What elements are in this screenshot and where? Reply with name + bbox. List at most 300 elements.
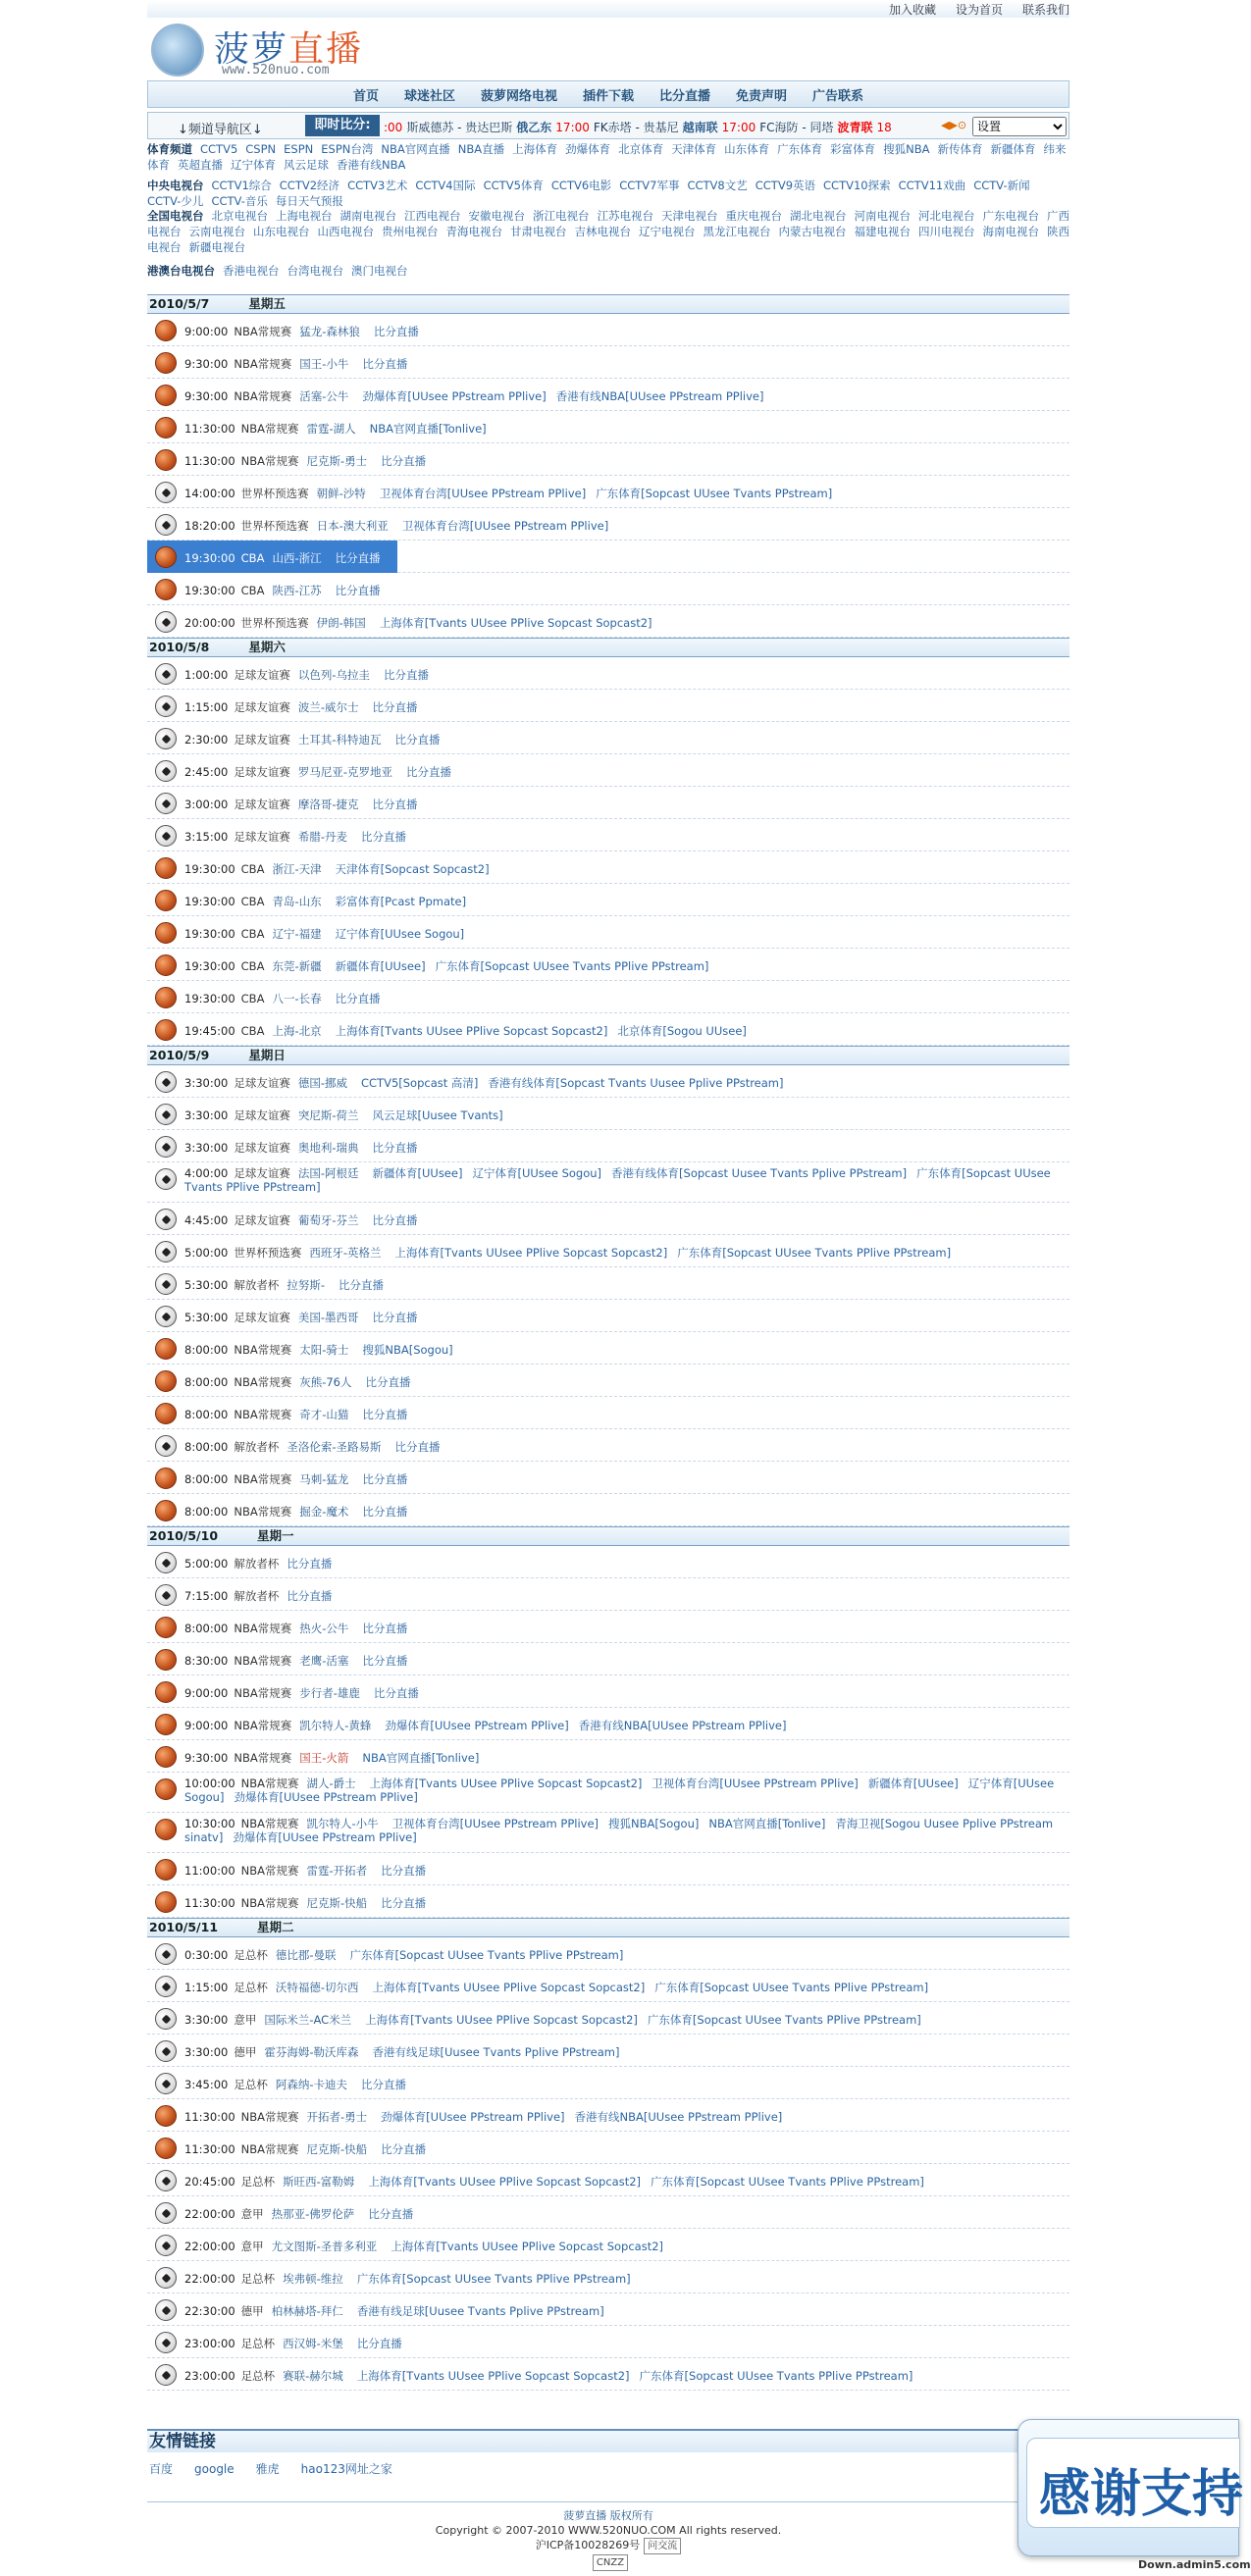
- channel-link[interactable]: 台湾电视台: [287, 264, 343, 278]
- stream-link[interactable]: 比分直播: [362, 1622, 408, 1635]
- basketball-icon: [155, 1500, 177, 1521]
- row-text: [184, 1472, 1066, 1486]
- nav-item[interactable]: 菠萝网络电视: [480, 88, 557, 104]
- stream-link[interactable]: 比分直播: [362, 1505, 408, 1519]
- match-name[interactable]: 山西-浙江: [272, 551, 322, 565]
- channel-link[interactable]: 浙江电视台: [533, 209, 590, 223]
- match-name[interactable]: 沃特福德-切尔西: [275, 1981, 359, 1994]
- channel-link[interactable]: 香港电视台: [223, 264, 280, 278]
- stream-link[interactable]: 比分直播: [335, 992, 381, 1005]
- match-name[interactable]: 开拓者-勇士: [306, 2110, 368, 2124]
- channel-link[interactable]: ESPN台湾: [321, 142, 374, 156]
- match-name[interactable]: 圣洛伦索-圣路易斯: [287, 1440, 382, 1454]
- channel-link[interactable]: 吉林电视台: [574, 225, 631, 238]
- schedule-row: [147, 1365, 1069, 1397]
- footer-icp[interactable]: 沪ICP备10028269号: [535, 2539, 641, 2551]
- stream-link[interactable]: 比分直播: [373, 1686, 419, 1700]
- schedule-row: [147, 2132, 1069, 2164]
- channel-link[interactable]: 河南电视台: [854, 209, 911, 223]
- stream-link[interactable]: 卫视体育台湾[UUsee PPstream PPlive]: [379, 487, 587, 500]
- match-name[interactable]: 凯尔特人-黄蜂: [299, 1719, 372, 1732]
- stream-link[interactable]: 广东体育[Sopcast UUsee Tvants PPlive PPstream]: [647, 2013, 921, 2027]
- match-name[interactable]: 浙江-天津: [272, 862, 322, 876]
- stream-link[interactable]: 香港有线体育[Sopcast Tvants Uusee Pplive PPstream]: [488, 1076, 784, 1090]
- channel-link[interactable]: 劲爆体育: [565, 142, 611, 156]
- friend-link[interactable]: hao123网址之家: [300, 2462, 392, 2476]
- match-name[interactable]: 国王-小牛: [299, 357, 349, 371]
- schedule-row: [147, 787, 1069, 819]
- channel-link[interactable]: 甘肃电视台: [510, 225, 567, 238]
- match-name[interactable]: 太阳-骑士: [299, 1343, 349, 1357]
- stream-link[interactable]: 比分直播: [372, 1311, 418, 1324]
- channel-link[interactable]: 搜狐NBA: [883, 142, 930, 156]
- ticker-time: 18: [876, 121, 892, 134]
- channel-link[interactable]: 广西电视台: [147, 209, 1069, 238]
- stream-link[interactable]: 广东体育[Sopcast UUsee Tvants PPstream]: [596, 487, 833, 500]
- channel-group-title[interactable]: 中央电视台: [147, 179, 204, 192]
- match-name[interactable]: 国王-火箭: [299, 1751, 349, 1765]
- stream-link[interactable]: 广东体育[Sopcast UUsee Tvants PPlive PPstream]: [349, 1948, 624, 1962]
- stream-link[interactable]: 广东体育[Sopcast UUsee Tvants PPlive PPstream]: [356, 2272, 631, 2286]
- schedule-row: [147, 605, 1069, 638]
- stream-link[interactable]: 香港有线足球[Uusee Tvants Pplive PPstream]: [372, 2045, 620, 2059]
- soccer-ball-icon: [155, 1584, 177, 1606]
- league-name: 足球友谊赛: [234, 1141, 290, 1155]
- channel-link[interactable]: CCTV-新闻: [973, 179, 1030, 192]
- basketball-icon: [155, 1649, 177, 1671]
- watermark: Down.admin5.com: [1138, 2558, 1251, 2571]
- league-name: CBA: [240, 927, 265, 941]
- channel-nav-label: ↓频道导航区↓: [178, 123, 263, 137]
- stream-link[interactable]: 上海体育[Tvants UUsee PPlive Sopcast Sopcast2]: [335, 1024, 608, 1038]
- nav-item[interactable]: 广告联系: [812, 88, 864, 104]
- friend-link[interactable]: 雅虎: [255, 2462, 280, 2476]
- match-name[interactable]: 八一-长春: [272, 992, 322, 1005]
- match-name[interactable]: 赛联-赫尔城: [283, 2369, 343, 2383]
- stream-link[interactable]: 青海卫视[Sogou Uusee Pplive PPstream sinatv]: [184, 1817, 1054, 1844]
- match-time: 3:30:00: [184, 1141, 229, 1155]
- league-name: NBA常规赛: [234, 357, 292, 371]
- match-name[interactable]: 德国-挪威: [297, 1076, 347, 1090]
- match-name[interactable]: 奇才-山猫: [299, 1408, 349, 1421]
- channel-link[interactable]: 安徽电视台: [468, 209, 525, 223]
- channel-group: [147, 141, 1069, 173]
- channel-link[interactable]: 内蒙古电视台: [778, 225, 847, 238]
- channel-link[interactable]: 贵州电视台: [382, 225, 439, 238]
- league-name: 足球友谊赛: [234, 1076, 290, 1090]
- stream-link[interactable]: 比分直播: [372, 700, 418, 714]
- stream-link[interactable]: 比分直播: [365, 1375, 411, 1389]
- stream-link[interactable]: 辽宁体育[UUsee Sogou]: [184, 1777, 1055, 1804]
- match-name[interactable]: 尼克斯-勇士: [306, 454, 368, 468]
- stream-link[interactable]: NBA官网直播[Tonlive]: [708, 1817, 826, 1830]
- stream-link[interactable]: 劲爆体育[UUsee PPstream PPlive]: [385, 1719, 569, 1732]
- stream-link[interactable]: 比分直播: [335, 584, 381, 597]
- stream-link[interactable]: 比分直播: [372, 1213, 418, 1227]
- match-name[interactable]: 美国-墨西哥: [297, 1311, 359, 1324]
- row-text: [184, 2207, 1066, 2221]
- stream-link[interactable]: 香港有线体育[Sopcast Uusee Tvants Pplive PPstream]: [611, 1166, 908, 1180]
- channel-link[interactable]: CCTV10探索: [823, 179, 891, 192]
- stream-link[interactable]: 天津体育[Sopcast Sopcast2]: [335, 862, 490, 876]
- stream-link[interactable]: NBA官网直播[Tonlive]: [362, 1751, 480, 1765]
- stream-link[interactable]: 彩富体育[Pcast Ppmate]: [335, 895, 467, 908]
- stream-link[interactable]: 香港有线NBA[UUsee PPstream PPlive]: [578, 1719, 787, 1732]
- channel-link[interactable]: CCTV4国际: [415, 179, 476, 192]
- basketball-icon: [155, 857, 177, 879]
- match-time: 18:20:00: [184, 519, 235, 533]
- stream-link[interactable]: 劲爆体育[UUsee PPstream PPlive]: [234, 1790, 418, 1804]
- stream-link[interactable]: 上海体育[Tvants UUsee PPlive Sopcast Sopcast2]: [394, 1246, 668, 1260]
- match-name[interactable]: 法国-阿根廷: [297, 1166, 359, 1180]
- match-name[interactable]: 波兰-威尔士: [297, 700, 359, 714]
- soccer-ball-icon: [155, 1104, 177, 1125]
- channel-link[interactable]: 河北电视台: [918, 209, 975, 223]
- site-logo[interactable]: [151, 20, 377, 78]
- ticker-match[interactable]: FC海防 - 同塔: [759, 121, 834, 134]
- stream-link[interactable]: 比分直播: [372, 1141, 418, 1155]
- soccer-ball-icon: [155, 2008, 177, 2030]
- match-name[interactable]: 马刺-猛龙: [299, 1472, 349, 1486]
- match-name[interactable]: 希腊-丹麦: [297, 830, 347, 844]
- stream-link[interactable]: 风云足球[Uusee Tvants]: [372, 1108, 503, 1122]
- channel-link[interactable]: 北京体育: [618, 142, 664, 156]
- soccer-ball-icon: [155, 1435, 177, 1457]
- stream-link[interactable]: 比分直播: [287, 1557, 333, 1571]
- match-name[interactable]: 葡萄牙-芬兰: [297, 1213, 359, 1227]
- stream-link[interactable]: 上海体育[Tvants UUsee PPlive Sopcast Sopcast2]: [369, 1777, 643, 1790]
- ticker-league[interactable]: 越南联: [682, 121, 718, 134]
- channel-link[interactable]: 新疆电视台: [188, 240, 245, 254]
- channel-link[interactable]: NBA官网直播: [381, 142, 450, 156]
- ticker-time: 17:00: [721, 121, 756, 134]
- channel-link[interactable]: 黑龙江电视台: [703, 225, 771, 238]
- stream-link[interactable]: 卫视体育台湾[UUsee PPstream PPlive]: [652, 1777, 859, 1790]
- match-name[interactable]: 罗马尼亚-克罗地亚: [297, 765, 392, 779]
- nav-item[interactable]: 球迷社区: [403, 88, 455, 104]
- channel-link[interactable]: 陕西电视台: [147, 225, 1069, 254]
- live-score-ticker[interactable]: [384, 119, 963, 134]
- channel-link[interactable]: CCTV5: [200, 142, 238, 156]
- soccer-ball-icon: [155, 2040, 177, 2062]
- schedule-row: [147, 2164, 1069, 2196]
- schedule-row: [147, 1098, 1069, 1130]
- channel-link[interactable]: 新传体育: [937, 142, 983, 156]
- stream-link[interactable]: 比分直播: [381, 1864, 427, 1878]
- channel-link[interactable]: CCTV7军事: [619, 179, 680, 192]
- stream-link[interactable]: 卫视体育台湾[UUsee PPstream PPlive]: [391, 1817, 599, 1830]
- channel-link[interactable]: 辽宁电视台: [639, 225, 696, 238]
- match-name[interactable]: 霍芬海姆-勒沃库森: [264, 2045, 359, 2059]
- match-name[interactable]: 雷霆-开拓者: [306, 1864, 368, 1878]
- match-name[interactable]: 湖人-爵士: [306, 1777, 356, 1790]
- league-name: 世界杯预选赛: [234, 1246, 302, 1260]
- channel-group-title[interactable]: 港澳台电视台: [147, 264, 215, 278]
- league-name: NBA常规赛: [234, 1375, 292, 1389]
- basketball-icon: [155, 1617, 177, 1638]
- stream-link[interactable]: 香港有线足球[Uusee Tvants Pplive PPstream]: [356, 2304, 604, 2318]
- match-name[interactable]: 陕西-江苏: [272, 584, 322, 597]
- stream-link[interactable]: 辽宁体育[UUsee Sogou]: [335, 927, 465, 941]
- stream-link[interactable]: 北京体育[Sogou UUsee]: [617, 1024, 747, 1038]
- row-text: [184, 1864, 1066, 1878]
- league-name: NBA常规赛: [240, 1864, 299, 1878]
- schedule-row: [147, 2002, 1069, 2035]
- friend-link[interactable]: google: [194, 2462, 235, 2476]
- stream-link[interactable]: 搜狐NBA[Sogou]: [608, 1817, 700, 1830]
- friend-link[interactable]: 百度: [149, 2462, 174, 2476]
- match-name[interactable]: 突尼斯-荷兰: [297, 1108, 359, 1122]
- match-name[interactable]: 土耳其-科特迪瓦: [297, 733, 382, 747]
- stream-link[interactable]: 广东体育[Sopcast UUsee Tvants PPlive PPstream]: [654, 1981, 929, 1994]
- stream-link[interactable]: 劲爆体育[UUsee PPstream PPlive]: [381, 2110, 565, 2124]
- stream-link[interactable]: 比分直播: [406, 765, 451, 779]
- stream-link[interactable]: 比分直播: [394, 733, 441, 747]
- ticker-league[interactable]: 俄乙东: [516, 121, 552, 134]
- match-name[interactable]: 伊朗-韩国: [316, 616, 366, 630]
- channel-link[interactable]: 香港有线NBA: [337, 158, 406, 172]
- channel-link[interactable]: 广东电视台: [982, 209, 1039, 223]
- channel-link[interactable]: 湖南电视台: [339, 209, 396, 223]
- match-name[interactable]: 西班牙-英格兰: [309, 1246, 382, 1260]
- match-name[interactable]: 柏林赫塔-拜仁: [271, 2304, 343, 2318]
- ticker-controls[interactable]: ◀▶⊙: [941, 119, 967, 131]
- channel-link[interactable]: 广东体育: [777, 142, 823, 156]
- match-name[interactable]: 日本-澳大利亚: [316, 519, 389, 533]
- match-name[interactable]: 猛龙-森林狼: [299, 325, 360, 338]
- stream-link[interactable]: 新疆体育[UUsee]: [867, 1777, 959, 1790]
- channel-link[interactable]: CCTV8文艺: [687, 179, 748, 192]
- channel-link[interactable]: CCTV9英语: [755, 179, 816, 192]
- league-name: 世界杯预选赛: [240, 487, 309, 500]
- ticker-time: :00: [384, 121, 403, 134]
- match-time: 10:00:00: [184, 1777, 235, 1790]
- nav-item[interactable]: 比分直播: [659, 88, 711, 104]
- schedule-row: [147, 1235, 1069, 1267]
- stream-link[interactable]: 上海体育[Tvants UUsee PPlive Sopcast Sopcast2]: [379, 616, 652, 630]
- cnzz-badge[interactable]: CNZZ: [593, 2554, 628, 2571]
- channel-link[interactable]: 彩富体育: [830, 142, 876, 156]
- stream-link[interactable]: 比分直播: [362, 357, 408, 371]
- nav-item[interactable]: 免责声明: [736, 88, 788, 104]
- footer-chat-badge[interactable]: 问交流: [644, 2538, 681, 2554]
- row-text: [184, 616, 1066, 630]
- schedule-row: [147, 1546, 1069, 1578]
- match-name[interactable]: 拉努斯-: [287, 1278, 325, 1292]
- match-name[interactable]: 以色列-乌拉圭: [297, 668, 370, 682]
- match-name[interactable]: 凯尔特人-小牛: [306, 1817, 379, 1830]
- channel-link[interactable]: 海南电视台: [982, 225, 1039, 238]
- ticker-match[interactable]: FK赤塔 - 贵基尼: [593, 121, 679, 134]
- match-name[interactable]: 掘金-魔术: [299, 1505, 349, 1519]
- match-name[interactable]: 德比郡-曼联: [275, 1948, 337, 1962]
- stream-link[interactable]: 广东体育[Sopcast UUsee Tvants PPlive PPstream]: [677, 1246, 952, 1260]
- schedule-row: [147, 1773, 1069, 1813]
- nav-item[interactable]: 首页: [352, 88, 379, 104]
- channel-link[interactable]: 北京电视台: [211, 209, 268, 223]
- stream-link[interactable]: 广东体育[Sopcast UUsee Tvants PPlive PPstream]: [651, 2175, 924, 2189]
- stream-link[interactable]: 比分直播: [287, 1589, 333, 1603]
- day-weekday: 星期六: [248, 640, 286, 654]
- stream-link[interactable]: 比分直播: [368, 2207, 414, 2221]
- stream-link[interactable]: 比分直播: [394, 1440, 441, 1454]
- channel-link[interactable]: CCTV5体育: [483, 179, 544, 192]
- channel-link[interactable]: 天津体育: [671, 142, 717, 156]
- match-name[interactable]: 尤文图斯-圣普多利亚: [271, 2240, 378, 2253]
- stream-link[interactable]: 新疆体育[UUsee]: [372, 1166, 463, 1180]
- match-name[interactable]: 步行者-雄鹿: [299, 1686, 360, 1700]
- channel-link[interactable]: NBA直播: [457, 142, 505, 156]
- channel-link[interactable]: ESPN: [284, 142, 314, 156]
- channel-group-title[interactable]: 全国电视台: [147, 209, 204, 223]
- stream-link[interactable]: 广东体育[Sopcast UUsee Tvants PPlive PPstream]: [435, 959, 709, 973]
- channel-link[interactable]: 纬来体育: [147, 142, 1067, 172]
- channel-link[interactable]: 四川电视台: [918, 225, 975, 238]
- channel-link[interactable]: 每日天气预报: [275, 194, 343, 208]
- stream-link[interactable]: 广东体育[Sopcast UUsee Tvants PPlive PPstream]: [639, 2369, 913, 2383]
- stream-link[interactable]: 比分直播: [361, 2078, 406, 2091]
- match-name[interactable]: 摩洛哥-捷克: [297, 798, 359, 811]
- match-name[interactable]: 国际米兰-AC米兰: [264, 2013, 352, 2027]
- stream-link[interactable]: 比分直播: [381, 1896, 427, 1910]
- stream-link[interactable]: 香港有线NBA[UUsee PPstream PPlive]: [555, 389, 764, 403]
- nav-item[interactable]: 插件下载: [582, 88, 634, 104]
- stream-link[interactable]: 上海体育[Tvants UUsee PPlive Sopcast Sopcast2]: [356, 2369, 630, 2383]
- stream-link[interactable]: CCTV5[Sopcast 高清]: [361, 1076, 479, 1090]
- stream-link[interactable]: 上海体育[Tvants UUsee PPlive Sopcast Sopcast2]: [391, 2240, 664, 2253]
- channel-link[interactable]: CSPN: [245, 142, 277, 156]
- stream-link[interactable]: 比分直播: [335, 551, 381, 565]
- stream-link[interactable]: 比分直播: [356, 2337, 402, 2350]
- channel-link[interactable]: CCTV2经济: [279, 179, 340, 192]
- schedule-row: [147, 2229, 1069, 2261]
- schedule-row: [147, 2035, 1069, 2067]
- match-name[interactable]: 老鹰-活塞: [299, 1654, 349, 1668]
- contact-us-link[interactable]: 联系我们: [1021, 3, 1069, 17]
- channel-link[interactable]: 新疆体育: [990, 142, 1036, 156]
- match-name[interactable]: 朝鲜-沙特: [316, 487, 366, 500]
- channel-link[interactable]: CCTV6电影: [550, 179, 612, 192]
- ticker-league[interactable]: 波青联: [837, 121, 873, 134]
- match-name[interactable]: 奥地利-瑞典: [297, 1141, 359, 1155]
- match-name[interactable]: 雷霆-湖人: [306, 422, 356, 436]
- set-homepage-link[interactable]: 设为首页: [955, 3, 1003, 17]
- league-name: NBA常规赛: [234, 325, 292, 338]
- stream-link[interactable]: 比分直播: [381, 2142, 427, 2156]
- channel-link[interactable]: 云南电视台: [188, 225, 245, 238]
- ticker-match[interactable]: 斯威德苏 - 贵达巴斯: [406, 121, 513, 134]
- settings-select[interactable]: [972, 117, 1067, 136]
- channel-link[interactable]: 上海电视台: [276, 209, 333, 223]
- stream-link[interactable]: 上海体育[Tvants UUsee PPlive Sopcast Sopcast2]: [368, 2175, 642, 2189]
- channel-link[interactable]: CCTV-少儿: [147, 194, 204, 208]
- channel-group-title[interactable]: 体育频道: [147, 142, 192, 156]
- stream-link[interactable]: 比分直播: [339, 1278, 384, 1292]
- stream-link[interactable]: 搜狐NBA[Sogou]: [362, 1343, 453, 1357]
- stream-link[interactable]: 上海体育[Tvants UUsee PPlive Sopcast Sopcast2]: [365, 2013, 638, 2027]
- channel-link[interactable]: 山东体育: [724, 142, 770, 156]
- row-text: [184, 1777, 1066, 1804]
- match-name[interactable]: 尼克斯-快船: [306, 1896, 368, 1910]
- match-name[interactable]: 上海-北京: [272, 1024, 322, 1038]
- match-name[interactable]: 阿森纳-卡迪夫: [275, 2078, 347, 2091]
- stream-link[interactable]: 劲爆体育[UUsee PPstream PPlive]: [362, 389, 547, 403]
- match-time: 5:30:00: [184, 1278, 229, 1292]
- match-name[interactable]: 尼克斯-快船: [306, 2142, 368, 2156]
- channel-link[interactable]: 英超直播: [178, 158, 223, 172]
- match-name[interactable]: 斯旺西-富勒姆: [283, 2175, 355, 2189]
- stream-link[interactable]: 比分直播: [361, 830, 406, 844]
- schedule-list: [147, 294, 1069, 2391]
- channel-link[interactable]: 福建电视台: [854, 225, 911, 238]
- row-text: [184, 551, 1066, 565]
- channel-link[interactable]: 风云足球: [284, 158, 329, 172]
- match-name[interactable]: 埃弗顿-维拉: [283, 2272, 343, 2286]
- channel-link[interactable]: CCTV-音乐: [211, 194, 268, 208]
- stream-link[interactable]: 比分直播: [372, 798, 418, 811]
- stream-link[interactable]: 比分直播: [362, 1408, 408, 1421]
- match-name[interactable]: 热那亚-佛罗伦萨: [271, 2207, 355, 2221]
- match-time: 20:00:00: [184, 616, 235, 630]
- league-name: NBA常规赛: [234, 1505, 292, 1519]
- stream-link[interactable]: 卫视体育台湾[UUsee PPstream PPlive]: [401, 519, 609, 533]
- match-name[interactable]: 热火-公牛: [299, 1622, 349, 1635]
- league-name: NBA常规赛: [240, 422, 299, 436]
- channel-link[interactable]: 青海电视台: [445, 225, 502, 238]
- match-name[interactable]: 灰熊-76人: [299, 1375, 352, 1389]
- channel-link[interactable]: 辽宁体育: [231, 158, 276, 172]
- stream-link[interactable]: 比分直播: [384, 668, 429, 682]
- basketball-icon: [155, 1019, 177, 1041]
- stream-link[interactable]: 广东体育[Sopcast UUsee Tvants PPlive PPstream]: [184, 1166, 1051, 1194]
- channel-link[interactable]: 江苏电视台: [597, 209, 653, 223]
- stream-link[interactable]: 比分直播: [362, 1654, 408, 1668]
- match-name[interactable]: 辽宁-福建: [272, 927, 322, 941]
- stream-link[interactable]: 劲爆体育[UUsee PPstream PPlive]: [233, 1830, 417, 1844]
- channel-link[interactable]: 天津电视台: [661, 209, 718, 223]
- channel-link[interactable]: 上海体育: [512, 142, 558, 156]
- channel-link[interactable]: CCTV3艺术: [347, 179, 408, 192]
- channel-link[interactable]: 山东电视台: [253, 225, 310, 238]
- channel-link[interactable]: 重庆电视台: [725, 209, 782, 223]
- channel-link[interactable]: 湖北电视台: [790, 209, 847, 223]
- channel-link[interactable]: 山西电视台: [317, 225, 374, 238]
- basketball-icon: [155, 320, 177, 341]
- stream-link[interactable]: 新疆体育[UUsee]: [335, 959, 426, 973]
- match-name[interactable]: 东莞-新疆: [272, 959, 322, 973]
- row-text: [184, 733, 1066, 747]
- basketball-icon: [155, 1891, 177, 1913]
- channel-link[interactable]: 澳门电视台: [351, 264, 408, 278]
- stream-link[interactable]: 上海体育[Tvants UUsee PPlive Sopcast Sopcast2]: [372, 1981, 646, 1994]
- stream-link[interactable]: 比分直播: [373, 325, 419, 338]
- match-name[interactable]: 活塞-公牛: [299, 389, 349, 403]
- match-name[interactable]: 西汉姆-米堡: [283, 2337, 343, 2350]
- add-favorite-link[interactable]: 加入收藏: [888, 3, 936, 17]
- stream-link[interactable]: 辽宁体育[UUsee Sogou]: [472, 1166, 602, 1180]
- stream-link[interactable]: 香港有线NBA[UUsee PPstream PPlive]: [574, 2110, 783, 2124]
- stream-link[interactable]: 比分直播: [381, 454, 427, 468]
- channel-link[interactable]: CCTV1综合: [211, 179, 272, 192]
- stream-link[interactable]: NBA官网直播[Tonlive]: [369, 422, 487, 436]
- schedule-row: [147, 884, 1069, 916]
- stream-link[interactable]: 比分直播: [362, 1472, 408, 1486]
- soccer-ball-icon: [155, 514, 177, 536]
- channel-link[interactable]: 江西电视台: [404, 209, 461, 223]
- channel-link[interactable]: CCTV11戏曲: [898, 179, 966, 192]
- floating-thanks-banner[interactable]: [1017, 2419, 1244, 2556]
- match-name[interactable]: 青岛-山东: [272, 895, 322, 908]
